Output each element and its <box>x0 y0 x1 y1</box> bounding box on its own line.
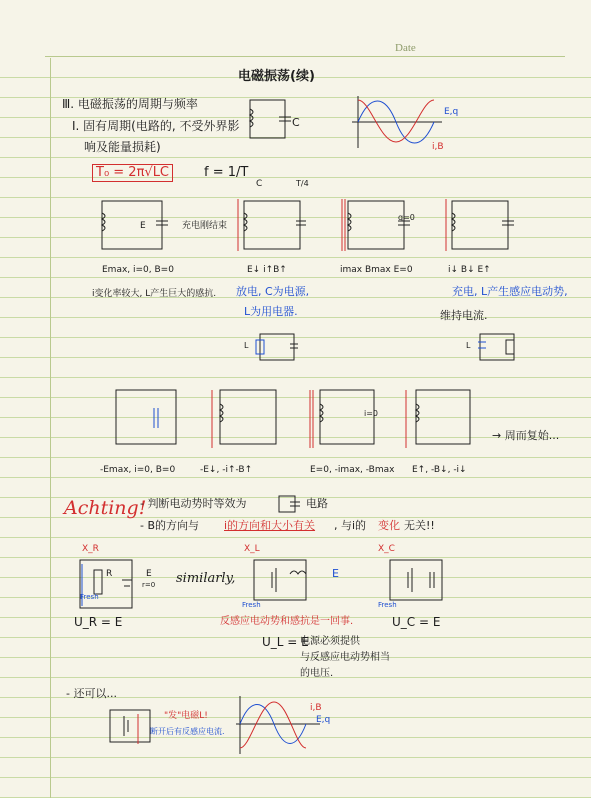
circuit-1-4 <box>444 195 516 255</box>
item-natural-period-cont: 响及能量损耗) <box>84 140 161 154</box>
bottom-oscillation-graph <box>234 692 324 756</box>
resistance-zero: r=0 <box>142 581 156 589</box>
date-label: Date <box>395 42 416 54</box>
page-header-band <box>0 0 591 58</box>
circuit-1-2-c: C <box>256 179 263 189</box>
inductor-circuit <box>238 556 318 606</box>
item-natural-period: I. 固有周期(电路的, 不受外界影 <box>72 119 240 133</box>
inductor-circuit-e: E <box>332 567 339 580</box>
resistor-label: R <box>106 569 113 579</box>
mini-circuit-discharge <box>254 330 302 364</box>
circuit-1-3 <box>340 195 412 255</box>
mutual-induction-circuit <box>104 704 164 748</box>
supply-note-3: 的电压. <box>300 668 334 679</box>
circuit-1-3-q0: q=0 <box>398 213 415 222</box>
acting-line2-post: 无关!! <box>404 519 435 532</box>
graph-label-eq: E,q <box>444 107 459 117</box>
page-title: 电磁振荡(续) <box>238 69 315 84</box>
circuit-1-2 <box>236 195 308 255</box>
section-heading: Ⅲ. 电磁振荡的周期与频率 <box>62 97 198 111</box>
lc-circuit-diagram <box>245 95 295 145</box>
note-charge-2: 维持电流. <box>440 309 488 322</box>
graph-label-ib: i,B <box>432 142 444 152</box>
acting-line2-sep: , 与i的 <box>334 519 367 532</box>
quarter-period: T/4 <box>296 179 309 188</box>
xc-label: X_C <box>378 544 395 554</box>
row2-caption-4: E↑, -B↓, -i↓ <box>412 465 467 475</box>
fresh-label-2: Fresh <box>242 601 261 609</box>
period-formula: T₀ = 2π√LC <box>92 164 173 182</box>
uc-equation: U_C = E <box>392 615 441 629</box>
back-emf-note: 反感应电动势和感抗是一回事. <box>220 616 354 627</box>
row1-caption-4: i↓ B↓ E↑ <box>448 265 491 275</box>
emit-note-1: "发"电磁L! <box>164 711 208 721</box>
frequency-formula: f = 1/T <box>204 165 249 180</box>
acting-line2-pre: - B的方向与 <box>140 519 200 532</box>
row1-caption-1: Emax, i=0, B=0 <box>102 265 174 275</box>
xr-label: X_R <box>82 544 99 554</box>
row2-caption-3: E=0, -imax, -Bmax <box>310 465 395 475</box>
circuit-2-4 <box>404 384 476 450</box>
mini-l-1: L <box>244 341 249 350</box>
capacitor-label: C <box>292 116 300 129</box>
row2-caption-2: -E↓, -i↑-B↑ <box>200 465 253 475</box>
fresh-label-3: Fresh <box>378 601 397 609</box>
resistor-circuit <box>64 556 144 614</box>
ur-equation: U_R = E <box>74 615 123 629</box>
circuit-2-3-i0: i=0 <box>364 409 379 418</box>
supply-note-2: 与反感应电动势相当 <box>300 652 390 663</box>
note-charge-done: 充电刚结束 <box>182 221 228 231</box>
mini-l-2: L <box>466 341 471 350</box>
row2-caption-1: -Emax, i=0, B=0 <box>100 465 176 475</box>
fresh-label-1: Fresh <box>80 593 99 601</box>
similarly-word: similarly, <box>176 571 236 586</box>
acting-line1-pre: - 判断电动势时等效为 <box>140 497 247 510</box>
note-discharge-2: L为用电器. <box>244 305 298 318</box>
note-increase: i变化率较大, L产生巨大的感抗. <box>92 289 217 299</box>
bottom-graph-label-eq: E,q <box>316 715 331 725</box>
acting-line2-mid: i的方向和大小有关 <box>224 519 316 532</box>
also-note: - 还可以... <box>66 687 117 700</box>
resistor-circuit-e: E <box>146 569 152 579</box>
circuit-1-1 <box>96 195 168 255</box>
supply-note-1: 电源必须提供 <box>300 636 360 647</box>
circuit-2-2 <box>210 384 282 450</box>
bottom-graph-label-ib: i,B <box>310 703 322 713</box>
row1-caption-2: E↓ i↑B↑ <box>247 265 287 275</box>
acting-line1-post: 电路 <box>306 497 328 510</box>
emit-note-2: 断开后有反感应电流. <box>150 727 225 736</box>
xl-label: X_L <box>244 544 260 554</box>
attention-word: Achting! <box>64 497 147 519</box>
date-rule <box>45 56 565 57</box>
note-charge-1: 充电, L产生感应电动势, <box>452 285 568 298</box>
repeat-note: → 周而复始... <box>492 429 560 442</box>
note-discharge-1: 放电, C为电源, <box>236 285 310 298</box>
circuit-2-1 <box>110 384 182 450</box>
circuit-1-1-e: E <box>140 221 146 231</box>
equivalent-circuit-icon <box>276 494 306 514</box>
capacitor-circuit <box>374 556 454 606</box>
ul-equation: U_L = E <box>262 635 309 649</box>
acting-line2-red: 变化 <box>378 519 400 532</box>
mini-circuit-charge <box>474 330 522 364</box>
margin-line <box>50 58 51 798</box>
row1-caption-3: imax Bmax E=0 <box>340 265 413 275</box>
